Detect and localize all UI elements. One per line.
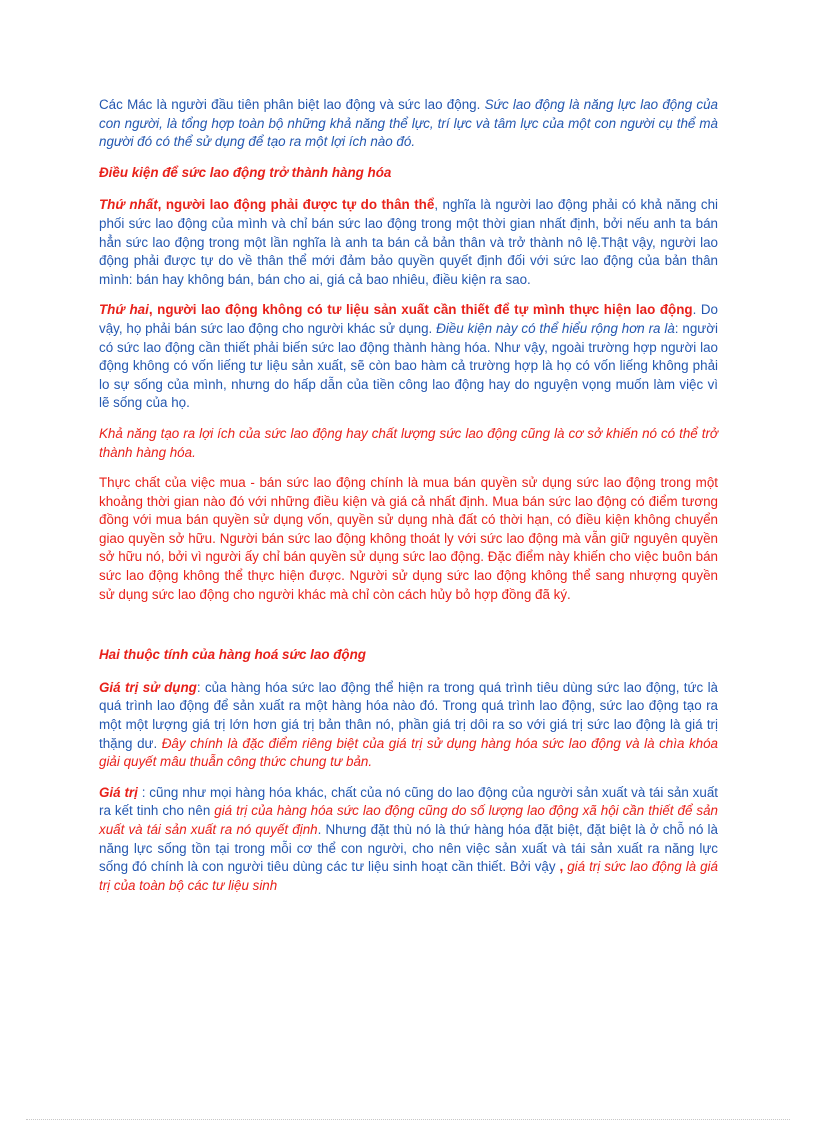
spacer <box>99 616 718 646</box>
condition-two-label: Thứ hai <box>99 302 149 318</box>
condition-one-label: Thứ nhất <box>99 197 158 213</box>
section-heading-attributes: Hai thuộc tính của hàng hoá sức lao động <box>99 647 366 663</box>
condition-two-paragraph <box>99 301 718 413</box>
value-label: Giá trị <box>99 784 138 800</box>
use-value-emphasis: Đây chính là đặc điểm riêng biệt của giá trị sử dụng hàng hóa sức lao động và là chìa khóa giải quyết mâu thuẫn công thức chung tư bản. <box>99 735 718 770</box>
condition-two-italic: Điều kiện này có thể hiểu rộng hơn ra là <box>432 320 675 336</box>
value-body-rest: . Nhưng đặt thù nó là thứ hàng hóa đặt biệt, đặt biệt là ở chỗ nó là năng lực sống tồn tại trong mỗi cơ thể con người, cho nên việc sản xuất và tái sản xuất ra năng lực sống đó chính là con người tiêu dùng các tư liệu sinh hoạt cần thiết. Bởi vậy <box>99 822 718 875</box>
intro-definition: Sức lao động là năng lực lao động của con người, là tổng hợp toàn bộ những khả năng thể lực, trí lực và tâm lực của một con người cụ thể mà người đó có thể sử dụng để tạo ra một lợi ích nào đó. <box>99 97 718 150</box>
intro-paragraph <box>99 96 718 152</box>
section-heading-conditions: Điều kiện để sức lao động trở thành hàng hóa <box>99 164 392 180</box>
condition-one-paragraph <box>99 196 718 289</box>
use-value-paragraph <box>99 679 718 772</box>
page-bottom-rule <box>26 1119 790 1120</box>
value-paragraph <box>99 784 718 896</box>
condition-one-title: , người lao động phải được tự do thân thể <box>157 197 435 213</box>
value-emphasis-end: giá trị sức lao động là giá trị của toàn bộ các tư liệu sinh <box>99 859 718 893</box>
quality-paragraph: Khả năng tạo ra lợi ích của sức lao động hay chất lượng sức lao động cũng là cơ sở khiến nó có thể trở thành hàng hóa. <box>99 425 718 460</box>
condition-two-title: , người lao động không có tư liệu sản xuất cần thiết để tự mình thực hiện lao động <box>148 302 693 318</box>
value-comma: , <box>555 859 564 875</box>
essence-paragraph: Thực chất của việc mua - bán sức lao động chính là mua bán quyền sử dụng sức lao động trong một khoảng thời gian nào đó với những điều kiện và giá cả nhất định. Mua bán sức lao động có điểm tương đồng với mua bán quyền sử dụng vốn, quyền sử dụng nhà đất có thời hạn, có điều kiện không chuyển giao quyền sở hữu. Người bán sức lao động không thoát ly với sức lao động mà vẫn giữ nguyên quyền sở hữu nó, bởi vì người ấy chỉ bán quyền sử dụng sức lao động. Đặc điểm này khiến cho việc buôn bán sức lao động không thể thực hiện được. Người sử dụng sức lao động không thể sang nhượng quyền sử dụng sức lao động cho người khác mà chỉ còn cách hủy bỏ hợp đồng đã ký. <box>99 475 718 602</box>
use-value-body: : của hàng hóa sức lao động thể hiện ra trong quá trình tiêu dùng sức lao động, tức là quá trình lao động để sản xuất ra một hàng hóa nào đó. Trong quá trình lao động, sức lao động tạo ra một một lượng giá trị lớn hơn giá trị bản thân nó, phần giá trị dôi ra so với giá trị sức lao động là giá trị thặng dư. <box>99 679 718 751</box>
condition-one-body: , nghĩa là người lao động phải có khả năng chi phối sức lao động của mình và chỉ bán sức lao động trong một thời gian nhất định, bởi nếu anh ta bán hẳn sức lao động trong một lần nghĩa là anh ta bán cả bản thân và trở thành nô lệ.Thật vậy, người lao động phải được tự do về thân thể mới đảm bảo quyền quyết định đối với sức lao động của bản thân mình: bán hay không bán, bán cho ai, giá cả bao nhiêu, điều kiện ra sao. <box>99 197 718 287</box>
use-value-label: Giá trị sử dụng <box>99 679 197 695</box>
value-emphasis: giá trị của hàng hóa sức lao động cũng do số lượng lao động xã hội cần thiết để sản xuất và tái sản xuất ra nó quyết định <box>99 803 718 837</box>
condition-two-body: . Do vậy, họ phải bán sức lao động cho người khác sử dụng. <box>99 302 719 336</box>
value-body: : cũng như mọi hàng hóa khác, chất của nó cũng do lao động của người sản xuất và tái sản xuất ra kết tinh cho nên <box>99 784 718 819</box>
intro-text: Các Mác là người đầu tiên phân biệt lao động và sức lao động. <box>99 97 481 112</box>
condition-two-body-rest: : người có sức lao động cần thiết phải biến sức lao động thành hàng hóa. Như vậy, ngoài trường hợp người lao động không có vốn liếng tư liệu sản xuất, sẽ còn bao hàm cả trường hợp là họ có vốn liếng không phải lo sự sống của mình, nhưng do hấp dẫn của tiền công lao động hay do nguyện vọng muốn làm việc vì lẽ sống của họ. <box>99 320 718 411</box>
